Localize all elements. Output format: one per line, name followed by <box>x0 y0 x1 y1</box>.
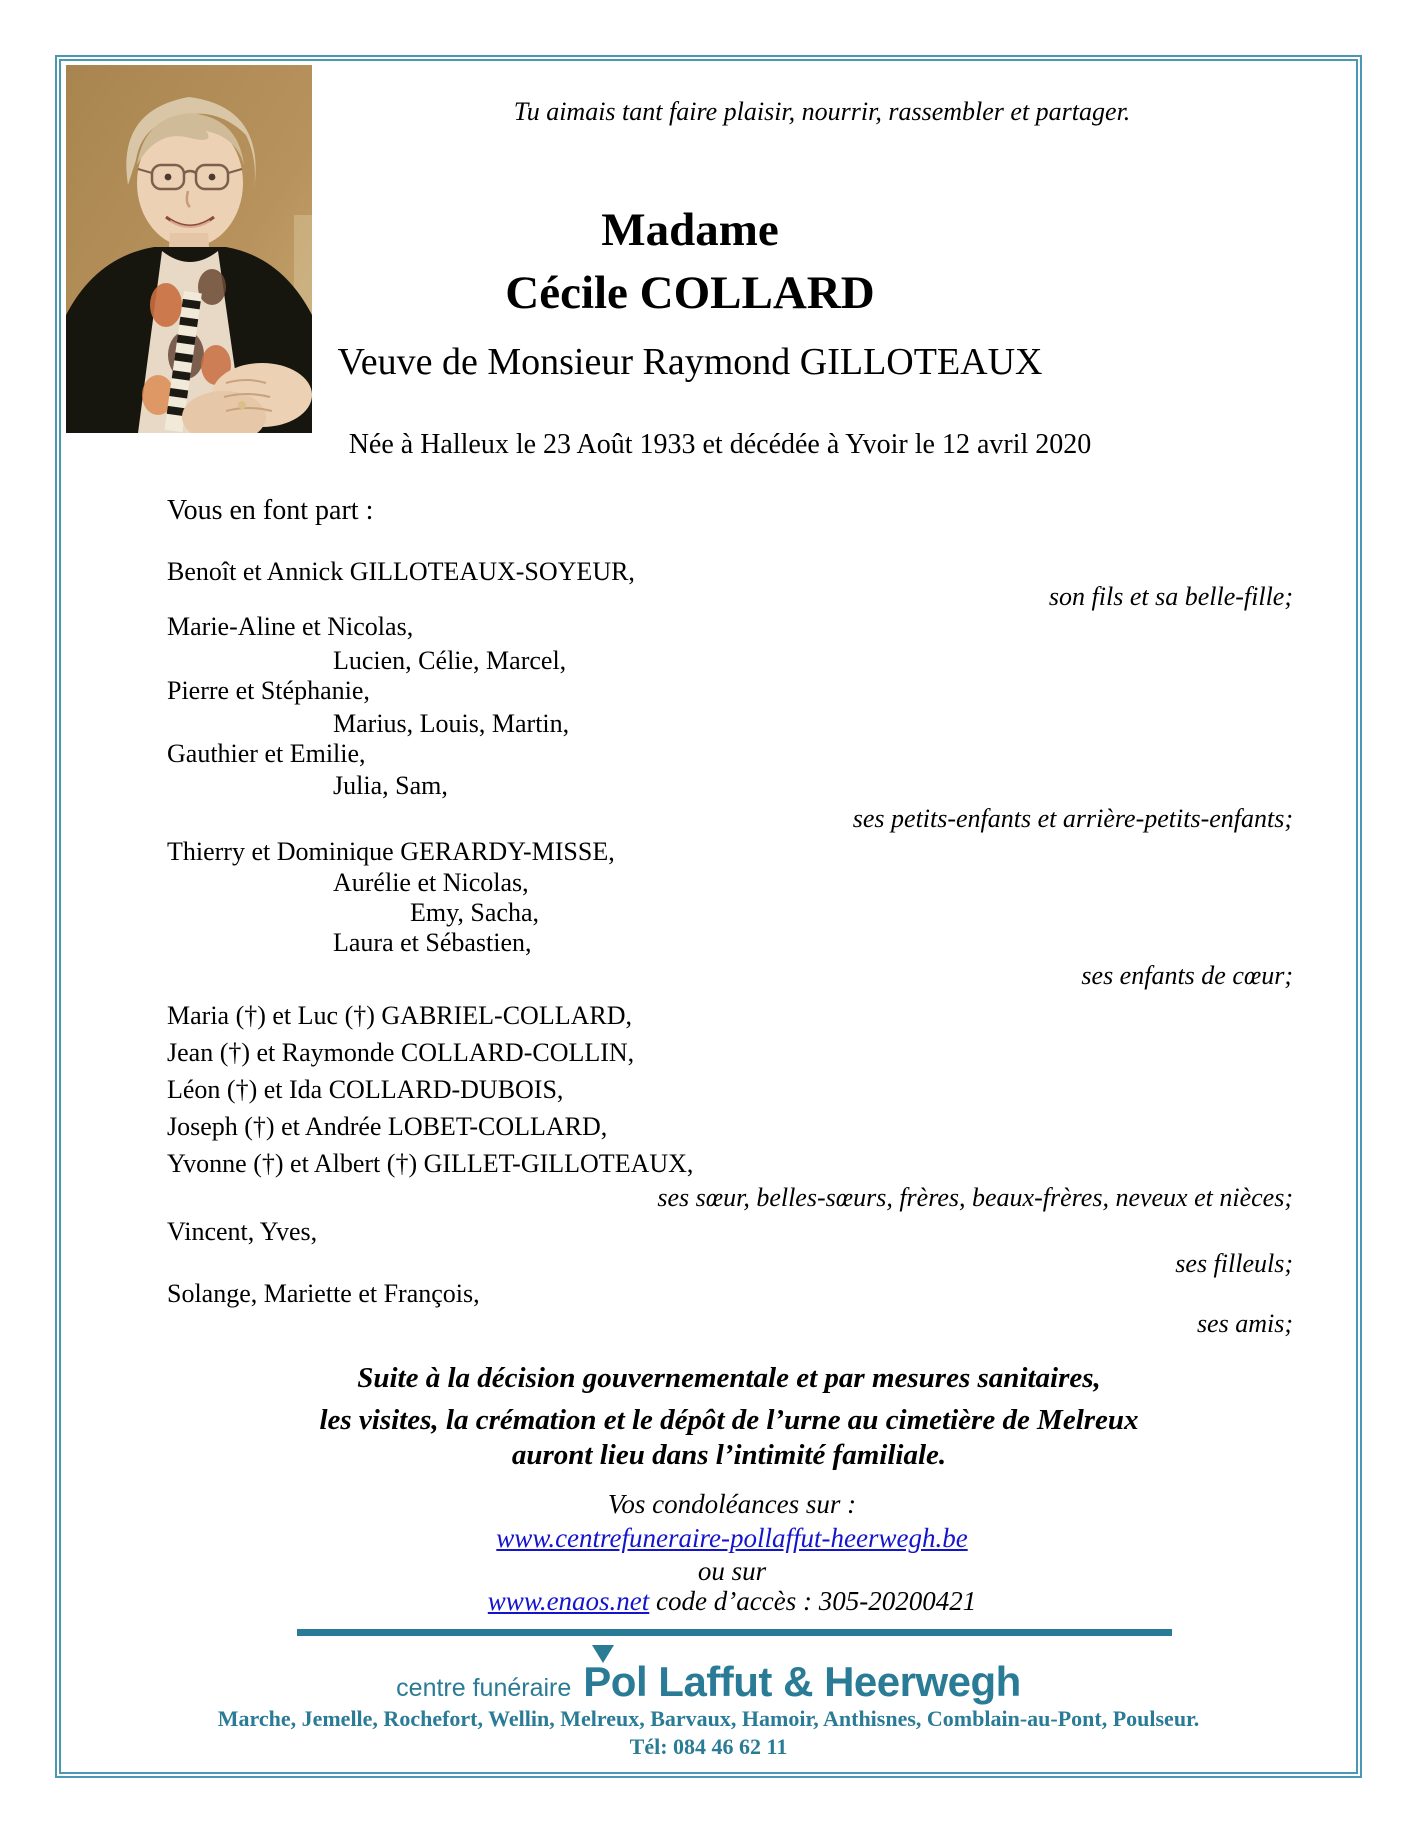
family-member-line: Gauthier et Emilie, <box>167 739 366 768</box>
notice-line-3: auront lieu dans l’intimité familiale. <box>511 1439 947 1471</box>
condolences-link2-row <box>112 1586 1352 1617</box>
funeral-home-logo <box>62 1658 1355 1710</box>
family-member-line: Solange, Mariette et François, <box>167 1279 480 1308</box>
title-madame: Madame <box>601 204 779 256</box>
access-code: code d’accès : 305-20200421 <box>656 1586 977 1616</box>
family-member-line: Yvonne (†) et Albert (†) GILLET-GILLOTEAUX, <box>167 1149 694 1178</box>
branch-cities: Marche, Jemelle, Rochefort, Wellin, Melreux, Barvaux, Hamoir, Anthisnes, Comblain-au-Pont, Poulseur. <box>217 1706 1200 1731</box>
relation-line: ses enfants de cœur; <box>1081 961 1293 990</box>
widow-subtitle: Veuve de Monsieur Raymond GILLOTEAUX <box>337 341 1043 383</box>
relation-line: ses filleuls; <box>1175 1249 1293 1278</box>
birth-death-line: Née à Halleux le 23 Août 1933 et décédée à Yvoir le 12 avril 2020 <box>348 429 1092 460</box>
family-member-line: Marie-Aline et Nicolas, <box>167 612 414 641</box>
family-member-line: Julia, Sam, <box>333 771 448 800</box>
family-member-line: Benoît et Annick GILLOTEAUX-SOYEUR, <box>167 557 635 586</box>
family-member-line: Thierry et Dominique GERARDY-MISSE, <box>167 837 615 866</box>
family-member-line: Joseph (†) et Andrée LOBET-COLLARD, <box>167 1112 608 1141</box>
relation-line: ses petits-enfants et arrière-petits-enfants; <box>852 804 1293 833</box>
condolences-or: ou sur <box>697 1556 767 1586</box>
family-member-line: Maria (†) et Luc (†) GABRIEL-COLLARD, <box>167 1001 632 1030</box>
family-member-line: Laura et Sébastien, <box>333 928 532 957</box>
brand-small-text: centre funéraire <box>396 1674 572 1702</box>
relation-line: son fils et sa belle-fille; <box>1048 582 1293 611</box>
condolences-label: Vos condoléances sur : <box>607 1489 857 1519</box>
family-member-line: Jean (†) et Raymonde COLLARD-COLLIN, <box>167 1038 635 1067</box>
family-member-line: Pierre et Stéphanie, <box>167 676 370 705</box>
funeral-home-website-link[interactable]: www.centrefuneraire-pollaffut-heerwegh.be <box>496 1523 968 1553</box>
deceased-name: Cécile COLLARD <box>505 267 875 319</box>
phone-number: Tél: 084 46 62 11 <box>629 1734 788 1759</box>
family-member-line: Léon (†) et Ida COLLARD-DUBOIS, <box>167 1075 564 1104</box>
family-member-line: Lucien, Célie, Marcel, <box>333 646 567 675</box>
epigraph-quote: Tu aimais tant faire plaisir, nourrir, rassembler et partager. <box>513 97 1131 126</box>
intro-line: Vous en font part : <box>167 495 374 526</box>
brand-name: Pol Laffut & Heerwegh <box>583 1658 1021 1705</box>
notice-line-1: Suite à la décision gouvernementale et par mesures sanitaires, <box>357 1362 1101 1394</box>
family-member-line: Marius, Louis, Martin, <box>333 709 570 738</box>
relation-line: ses sœur, belles-sœurs, frères, beaux-frères, neveux et nièces; <box>657 1183 1293 1212</box>
relation-line: ses amis; <box>1196 1309 1293 1338</box>
family-member-line: Emy, Sacha, <box>410 898 539 927</box>
family-member-line: Aurélie et Nicolas, <box>333 868 529 897</box>
condolences-link1-row <box>112 1523 1352 1554</box>
footer-divider <box>297 1629 1172 1636</box>
family-member-line: Vincent, Yves, <box>167 1217 318 1246</box>
enaos-link[interactable]: www.enaos.net <box>487 1586 650 1616</box>
notice-line-2: les visites, la crémation et le dépôt de l’urne au cimetière de Melreux <box>319 1404 1139 1436</box>
